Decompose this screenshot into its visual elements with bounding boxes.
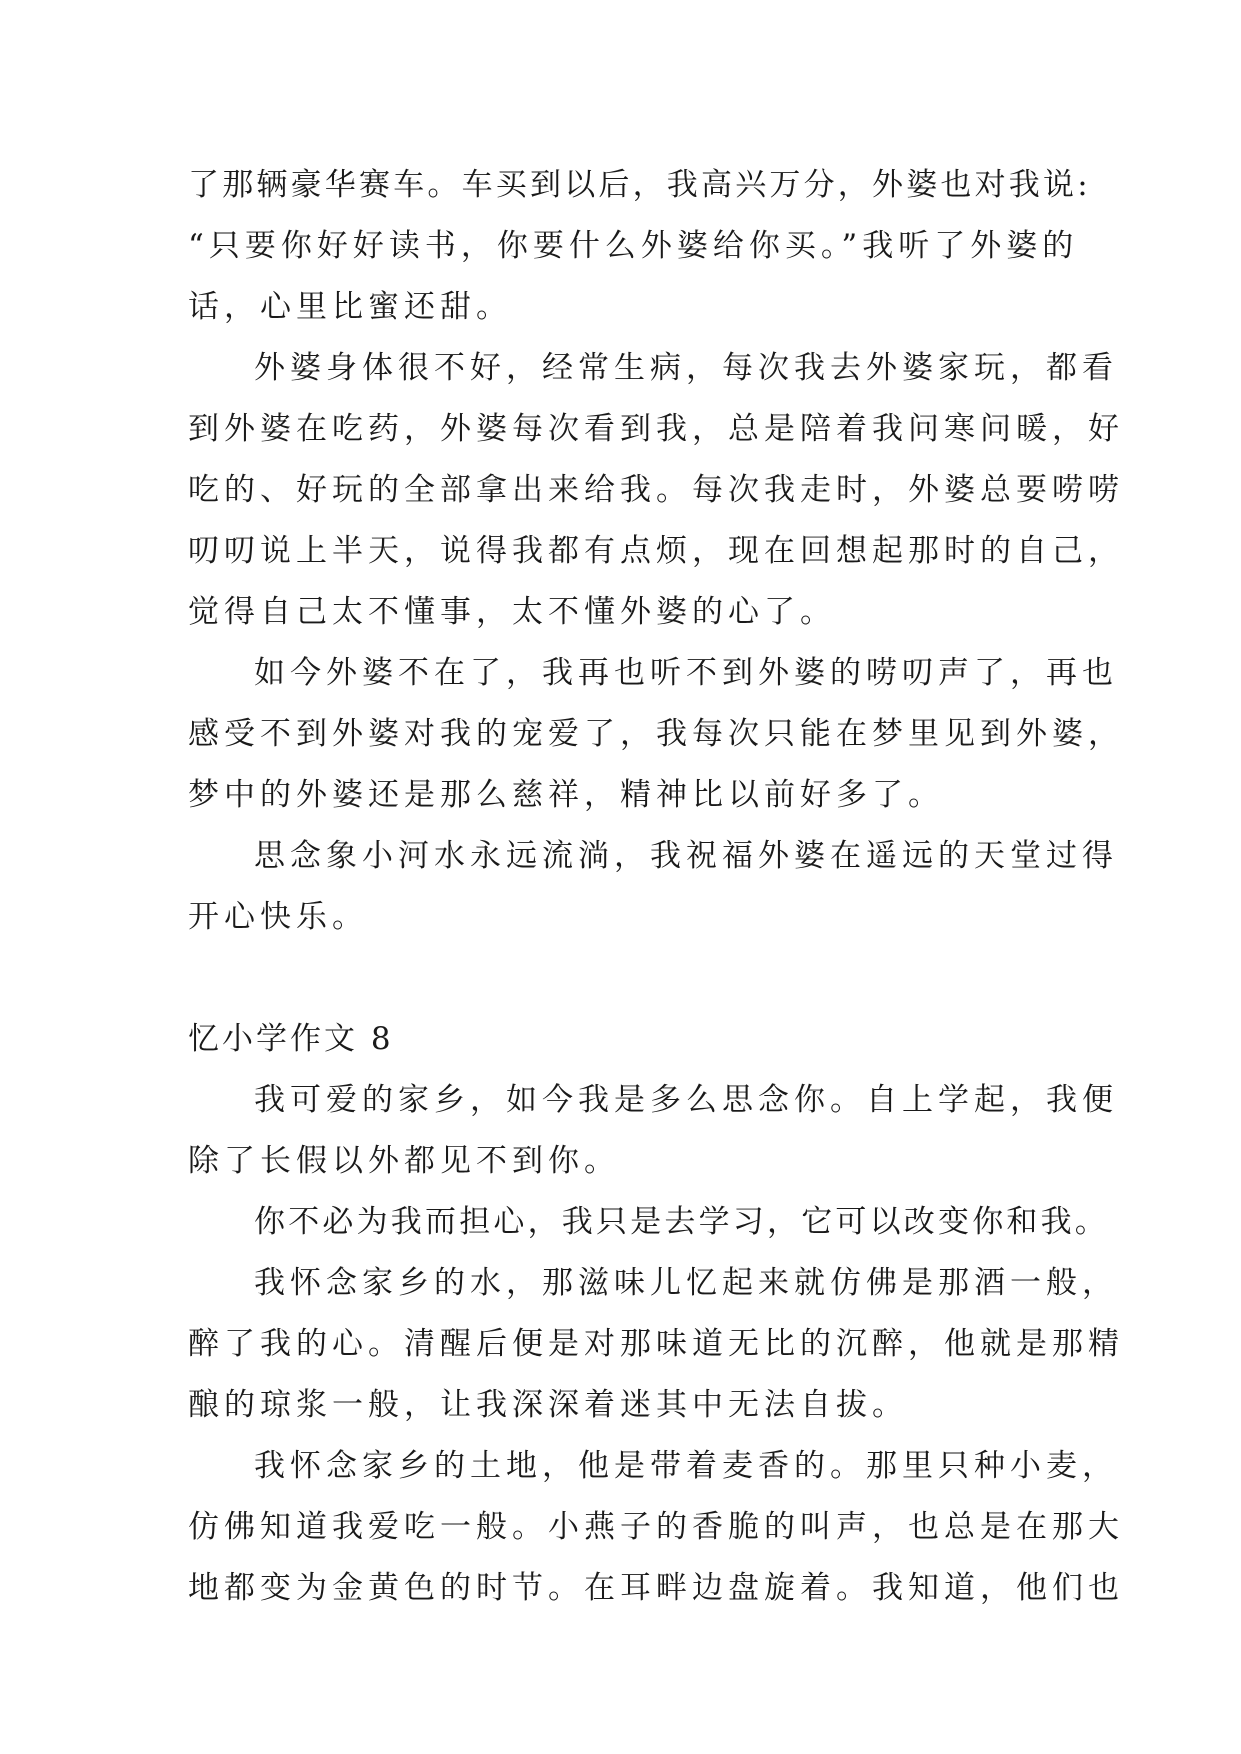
section-gap xyxy=(188,948,1058,1009)
paragraph-first-line: 我可爱的家乡，如今我是多么思念你。自上学起，我便 xyxy=(254,1082,1118,1118)
text-line: 觉得自己太不懂事，太不懂外婆的心了。 xyxy=(188,594,836,630)
paragraph-first-line: 你不必为我而担心，我只是去学习，它可以改变你和我。 xyxy=(254,1204,1109,1240)
document-body xyxy=(188,155,1124,1619)
text-line: 地都变为金黄色的时节。在耳畔边盘旋着。我知道，他们也 xyxy=(188,1570,1124,1606)
text-line: 叨叨说上半天，说得我都有点烦，现在回想起那时的自己， xyxy=(188,533,1124,569)
paragraph-first-line: 外婆身体很不好，经常生病，每次我去外婆家玩，都看 xyxy=(254,350,1118,386)
paragraph-first-line: 如今外婆不在了，我再也听不到外婆的唠叨声了，再也 xyxy=(254,655,1118,691)
text-line: 感受不到外婆对我的宠爱了，我每次只能在梦里见到外婆， xyxy=(188,716,1124,752)
text-line: 吃的、好玩的全部拿出来给我。每次我走时，外婆总要唠唠 xyxy=(188,472,1124,508)
text-line: 仿佛知道我爱吃一般。小燕子的香脆的叫声，也总是在那大 xyxy=(188,1509,1124,1545)
text-line: 到外婆在吃药，外婆每次看到我，总是陪着我问寒问暖，好 xyxy=(188,411,1124,447)
text-line: 了那辆豪华赛车。车买到以后，我高兴万分，外婆也对我说: xyxy=(188,167,1091,203)
text-line: 除了长假以外都见不到你。 xyxy=(188,1143,620,1179)
text-line: 酿的琼浆一般，让我深深着迷其中无法自拔。 xyxy=(188,1387,908,1423)
paragraph-first-line: 思念象小河水永远流淌，我祝福外婆在遥远的天堂过得 xyxy=(254,838,1118,874)
text-line: “只要你好好读书，你要什么外婆给你买。”我听了外婆的 xyxy=(188,228,1079,264)
text-line: 话，心里比蜜还甜。 xyxy=(188,289,512,325)
paragraph-first-line: 我怀念家乡的土地，他是带着麦香的。那里只种小麦， xyxy=(254,1448,1118,1484)
text-line: 醉了我的心。清醒后便是对那味道无比的沉醉，他就是那精 xyxy=(188,1326,1124,1362)
paragraph-first-line: 我怀念家乡的水，那滋味儿忆起来就仿佛是那酒一般， xyxy=(254,1265,1118,1301)
section-title: 忆小学作文 8 xyxy=(188,1021,394,1057)
text-line: 开心快乐。 xyxy=(188,899,368,935)
text-line: 梦中的外婆还是那么慈祥，精神比以前好多了。 xyxy=(188,777,944,813)
